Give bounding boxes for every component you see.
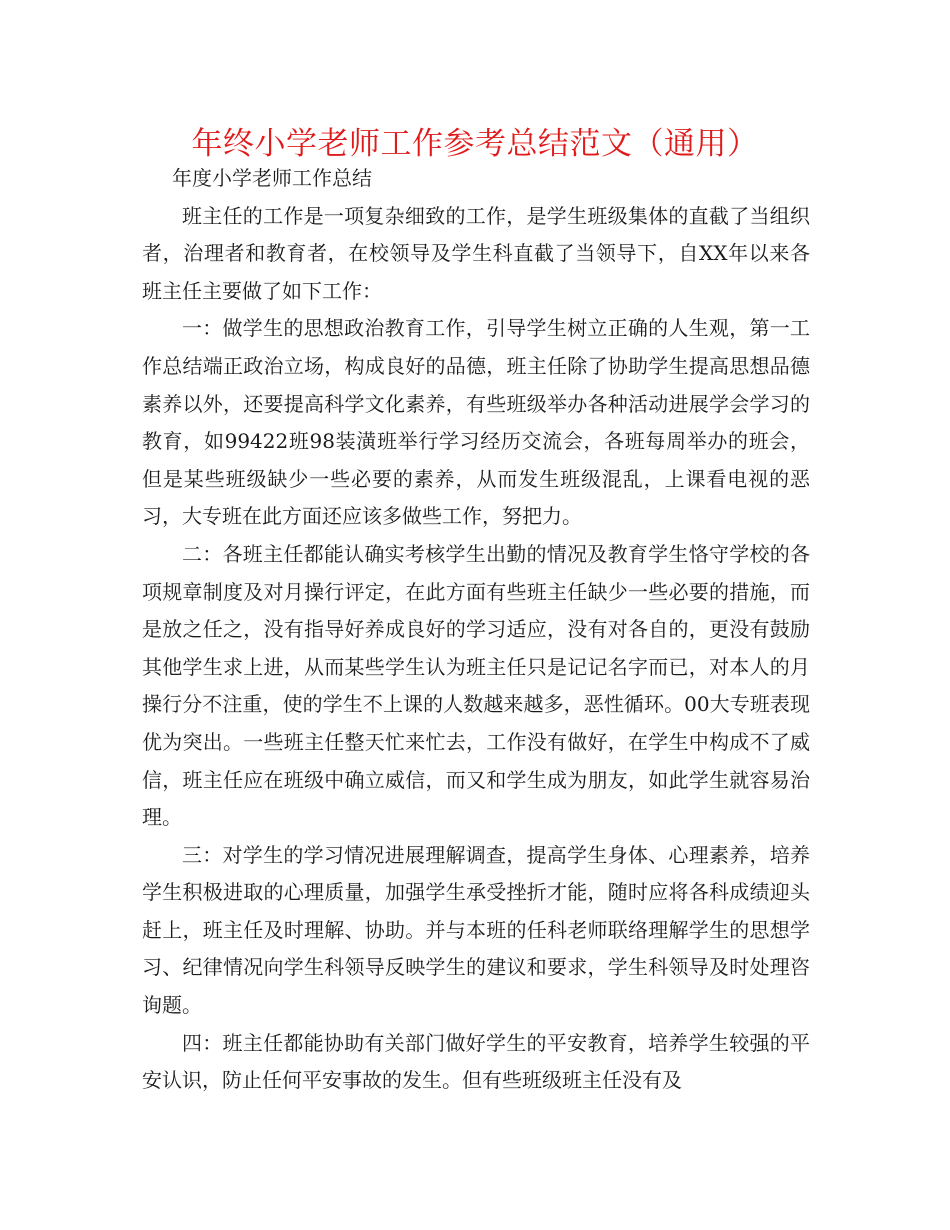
paragraph-intro: 班主任的工作是一项复杂细致的工作，是学生班级集体的直截了当组织者，治理者和教育者，在校领导及学生科直截了当领导下，自XX年以来各班主任主要做了如下工作： [142,203,810,303]
document-title: 年终小学老师工作参考总结范文（通用） [191,126,759,162]
paragraph-two: 二：各班主任都能认确实考核学生出勤的情况及教育学生恪守学校的各项规章制度及对月操行评定，在此方面有些班主任缺少一些必要的措施，而是放之任之，没有指导好养成良好的学习适应，没有对各自的，更没有鼓励其他学生求上进，从而某些学生认为班主任只是记记名字而已，对本人的月操行分不注重，使的学生不上课的人数越来越多，恶性循环。00大专班表现优为突出。一些班主任整天忙来忙去，工作没有做好，在学生中构成不了威信，班主任应在班级中确立威信，而又和学生成为朋友，如此学生就容易治理。 [142,541,810,830]
document-subtitle: 年度小学老师工作总结 [172,166,372,190]
document-body [142,160,810,1100]
paragraph-four: 四：班主任都能协助有关部门做好学生的平安教育，培养学生较强的平安认识，防止任何平安事故的发生。但有些班级班主任没有及 [142,1030,810,1093]
paragraph-one: 一：做学生的思想政治教育工作，引导学生树立正确的人生观，第一工作总结端正政治立场，构成良好的品德，班主任除了协助学生提高思想品德素养以外，还要提高科学文化素养，有些班级举办各种活动进展学会学习的教育，如99422班98装潢班举行学习经历交流会，各班每周举办的班会，但是某些班级缺少一些必要的素养，从而发生班级混乱，上课看电视的恶习，大专班在此方面还应该多做些工作，努把力。 [142,316,810,529]
paragraph-three: 三：对学生的学习情况进展理解调查，提高学生身体、心理素养，培养学生积极进取的心理质量，加强学生承受挫折才能，随时应将各科成绩迎头赶上，班主任及时理解、协助。并与本班的任科老师联络理解学生的思想学习、纪律情况向学生科领导反映学生的建议和要求，学生科领导及时处理咨询题。 [142,842,810,1018]
